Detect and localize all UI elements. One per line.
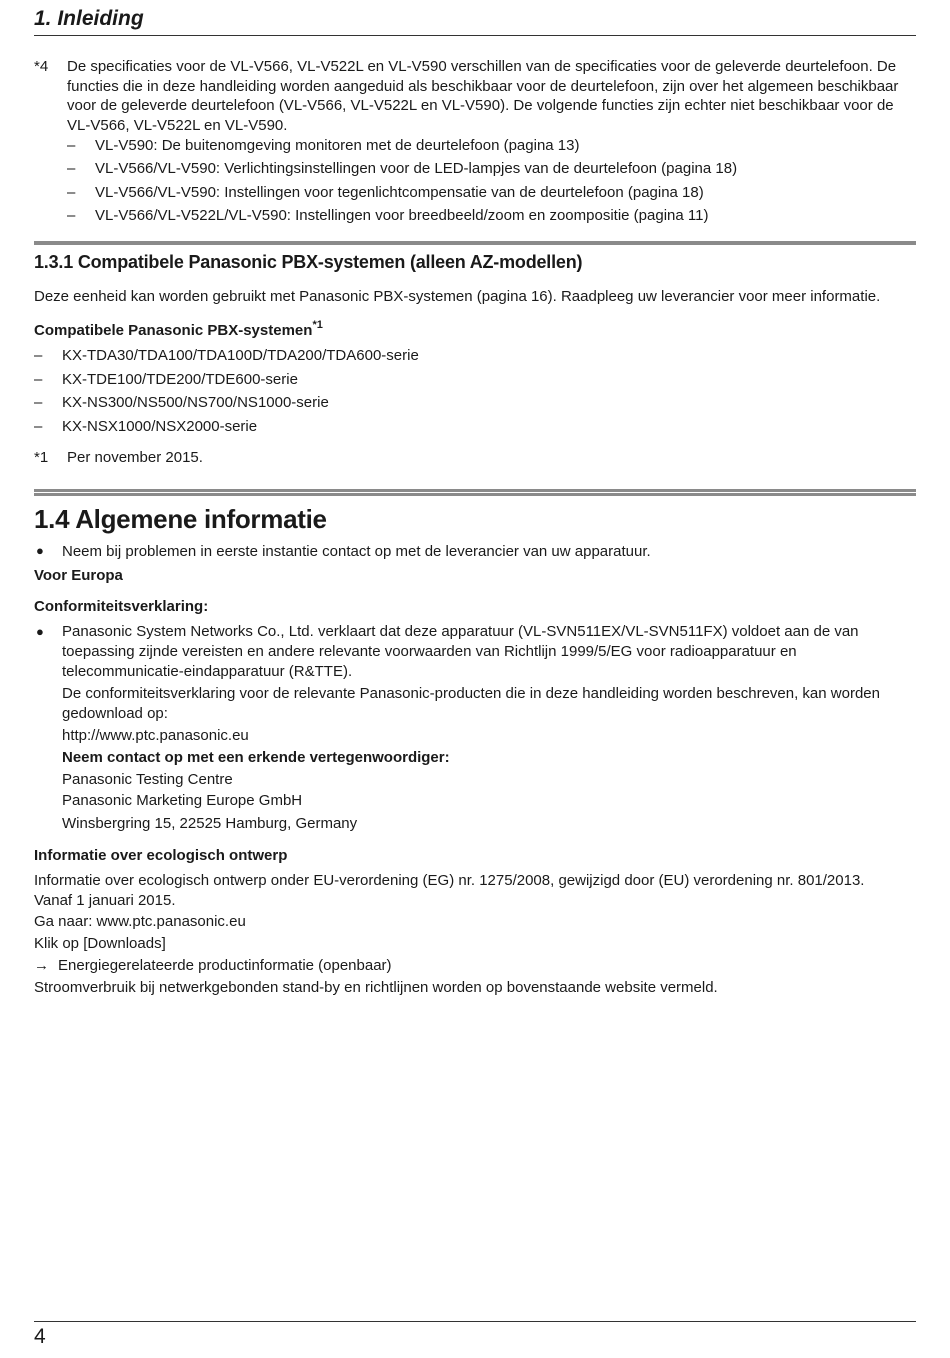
subheading <box>34 321 919 341</box>
list-item <box>34 393 329 413</box>
list-item-text: VL-V566/VL-V590: Verlichtingsinstellingen voor de LED-lampjes van de deurtelefoon (pagina 18) <box>95 160 738 177</box>
section-title: 1.3.1 Compatibele Panasonic PBX-systemen (alleen AZ-modellen) <box>34 252 583 272</box>
conformity-text-line: De conformiteitsverklaring voor de relevante Panasonic-producten die in deze handleiding worden beschreven, kan worden <box>62 685 880 702</box>
list-item <box>34 370 298 390</box>
eco-text-line: Vanaf 1 januari 2015. <box>34 892 176 909</box>
section-rule <box>34 493 916 496</box>
list-item-text: VL-V566/VL-V522L/VL-V590: Instellingen voor breedbeeld/zoom en zoompositie (pagina 11) <box>95 207 709 224</box>
list-item <box>34 346 419 366</box>
conformity-text-line: gedownload op: <box>62 705 168 722</box>
contact-line: Winsbergring 15, 22525 Hamburg, Germany <box>62 815 358 832</box>
chapter-rule <box>34 35 916 36</box>
dash-marker: – <box>34 418 43 435</box>
bullet-icon: ● <box>36 624 44 639</box>
eco-text-line: Informatie over ecologisch ontwerp onder EU-verordening (EG) nr. 1275/2008, gewijzigd door (EU) verordening nr. 801/2013. <box>34 872 865 889</box>
footnote-reference: *1 <box>312 319 323 331</box>
footnote-text-line: De specificaties voor de VL-V566, VL-V522L en VL-V590 verschillen van de specificaties voor de geleverde deurtelefoon. De <box>67 58 897 75</box>
dash-marker: – <box>34 394 43 411</box>
list-item-text: VL-V566/VL-V590: Instellingen voor tegenlichtcompensatie van de deurtelefoon (pagina 18) <box>95 184 704 201</box>
eco-arrow-text: Energiegerelateerde productinformatie (openbaar) <box>58 957 392 974</box>
conformity-text-line: Panasonic System Networks Co., Ltd. verklaart dat deze apparatuur (VL-SVN511EX/VL-SVN511FX) voldoet aan de van <box>62 623 859 640</box>
footnote-text: Per november 2015. <box>67 449 203 466</box>
dash-marker: – <box>67 184 76 201</box>
list-item <box>67 183 704 203</box>
list-item-text: KX-NS300/NS500/NS700/NS1000-serie <box>62 394 329 411</box>
footnote-marker: *1 <box>34 449 49 466</box>
subheading: Conformiteitsverklaring: <box>34 598 209 615</box>
bullet-text: Neem bij problemen in eerste instantie contact op met de leverancier van uw apparatuur. <box>62 543 651 560</box>
list-item-text: KX-NSX1000/NSX2000-serie <box>62 418 258 435</box>
contact-line: Panasonic Marketing Europe GmbH <box>62 792 303 809</box>
list-item-text: KX-TDE100/TDE200/TDE600-serie <box>62 371 298 388</box>
section-rule <box>34 241 916 245</box>
list-item-text: KX-TDA30/TDA100/TDA100D/TDA200/TDA600-serie <box>62 347 419 364</box>
chapter-title: 1. Inleiding <box>34 7 144 30</box>
eco-text-line: Klik op [Downloads] <box>34 935 166 952</box>
subheading: Informatie over ecologisch ontwerp <box>34 847 288 864</box>
eco-text-line: Ga naar: www.ptc.panasonic.eu <box>34 913 246 930</box>
conformity-text-line: toepassing zijnde vereisten en andere relevante voorwaarden van Richtlijn 1999/5/EG voor radioapparatuur en <box>62 643 797 660</box>
conformity-text-line: telecommunicatie-eindapparatuur (R&TTE). <box>62 663 353 680</box>
dash-marker: – <box>67 160 76 177</box>
footnote-text-line: VL-V566, VL-V522L en VL-V590. <box>67 117 288 134</box>
footnote <box>34 448 203 468</box>
conformity-url: http://www.ptc.panasonic.eu <box>62 727 249 744</box>
footer-rule <box>34 1321 916 1322</box>
eco-text-line: Stroomverbruik bij netwerkgebonden stand-by en richtlijnen worden op bovenstaande website vermeld. <box>34 979 718 996</box>
contact-line: Panasonic Testing Centre <box>62 771 233 788</box>
bullet-icon: ● <box>36 543 44 558</box>
list-item <box>67 136 579 156</box>
subheading-text: Compatibele Panasonic PBX-systemen <box>34 322 313 339</box>
section-intro: Deze eenheid kan worden gebruikt met Panasonic PBX-systemen (pagina 16). Raadpleeg uw leverancier voor meer informatie. <box>34 288 881 305</box>
section-rule <box>34 489 916 492</box>
list-item-text: VL-V590: De buitenomgeving monitoren met de deurtelefoon (pagina 13) <box>95 137 580 154</box>
list-item <box>67 159 737 179</box>
dash-marker: – <box>34 371 43 388</box>
arrow-right-icon: → <box>34 957 49 974</box>
footnote-text-line: voor de geleverde deurtelefoon (VL-V566, VL-V522L en VL-V590). De volgende functies zijn echter niet beschikbaar voor de <box>67 97 894 114</box>
list-item <box>67 206 708 226</box>
subheading: Voor Europa <box>34 567 123 584</box>
footnote-marker: *4 <box>34 58 49 75</box>
contact-heading: Neem contact op met een erkende vertegenwoordiger: <box>62 749 450 766</box>
footnote-text-line: functies die in deze handleiding worden aangeduid als beschikbaar voor de deurtelefoon, zijn over het algemeen beschikbaar <box>67 78 899 95</box>
eco-arrow-line <box>34 956 919 976</box>
dash-marker: – <box>67 207 76 224</box>
dash-marker: – <box>67 137 76 154</box>
section-title: 1.4 Algemene informatie <box>34 504 327 534</box>
dash-marker: – <box>34 347 43 364</box>
list-item <box>34 417 257 437</box>
page-number: 4 <box>34 1325 46 1348</box>
